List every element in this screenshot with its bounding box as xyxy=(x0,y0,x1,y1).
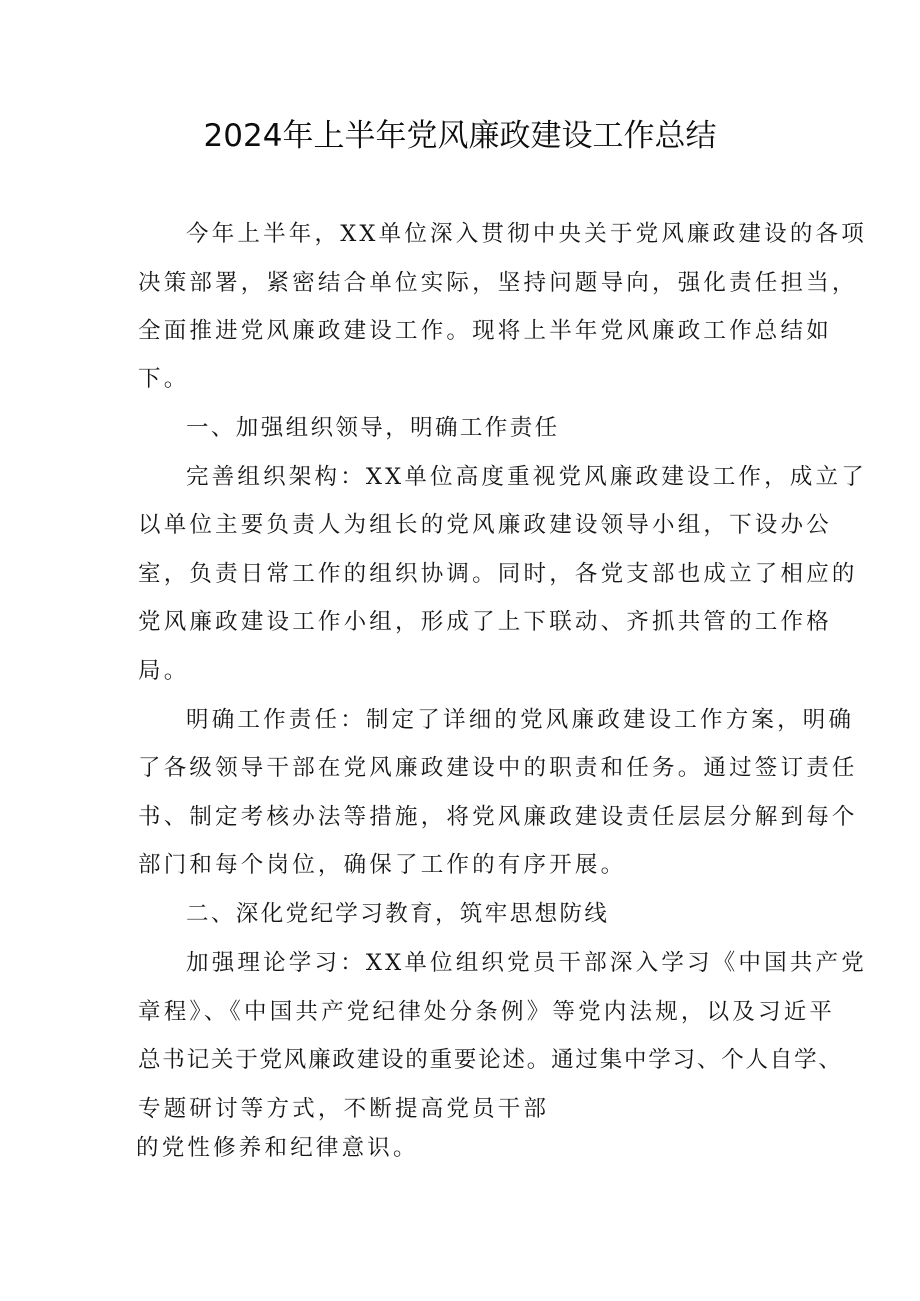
paragraph-4-line-4: 专题研讨等方式，不断提高党员干部 xyxy=(138,1096,550,1122)
paragraph-1-line-4: 下。 xyxy=(138,366,190,392)
section-heading-2: 二、深化党纪学习教育，筑牢思想防线 xyxy=(186,901,610,927)
paragraph-3-line-2: 了各级领导干部在党风廉政建设中的职责和任务。通过签订责任 xyxy=(138,755,858,781)
paragraph-4-line-5: 的党性修养和纪律意识。 xyxy=(136,1135,419,1161)
paragraph-4-line-3: 总书记关于党风廉政建设的重要论述。通过集中学习、个人自学、 xyxy=(138,1047,843,1073)
paragraph-2-line-1: 完善组织架构：XX单位高度重视党风廉政建设工作，成立了 xyxy=(186,464,867,490)
paragraph-4-line-1: 加强理论学习：XX单位组织党员干部深入学习《中国共产党 xyxy=(186,950,867,976)
paragraph-2-line-3: 室，负责日常工作的组织协调。同时，各党支部也成立了相应的 xyxy=(138,561,858,587)
paragraph-1-line-2: 决策部署，紧密结合单位实际，坚持问题导向，强化责任担当， xyxy=(138,270,858,296)
document-title: 2024年上半年党风廉政建设工作总结 xyxy=(203,118,717,154)
paragraph-1-line-3: 全面推进党风廉政建设工作。现将上半年党风廉政工作总结如 xyxy=(138,318,832,344)
paragraph-2-line-2: 以单位主要负责人为组长的党风廉政建设领导小组，下设办公 xyxy=(138,512,832,538)
paragraph-3-line-4: 部门和每个岗位，确保了工作的有序开展。 xyxy=(138,852,627,878)
section-heading-1: 一、加强组织领导，明确工作责任 xyxy=(186,415,560,441)
paragraph-3-line-3: 书、制定考核办法等措施，将党风廉政建设责任层层分解到每个 xyxy=(138,804,858,830)
paragraph-3-line-1: 明确工作责任：制定了详细的党风廉政建设工作方案，明确 xyxy=(186,707,855,733)
paragraph-2-line-4: 党风廉政建设工作小组，形成了上下联动、齐抓共管的工作格 xyxy=(138,609,832,635)
paragraph-4-line-2: 章程》、《中国共产党纪律处分条例》等党内法规，以及习近平 xyxy=(138,999,836,1025)
paragraph-2-line-5: 局。 xyxy=(138,658,190,684)
paragraph-1-line-1: 今年上半年，XX单位深入贯彻中央关于党风廉政建设的各项 xyxy=(186,221,867,247)
